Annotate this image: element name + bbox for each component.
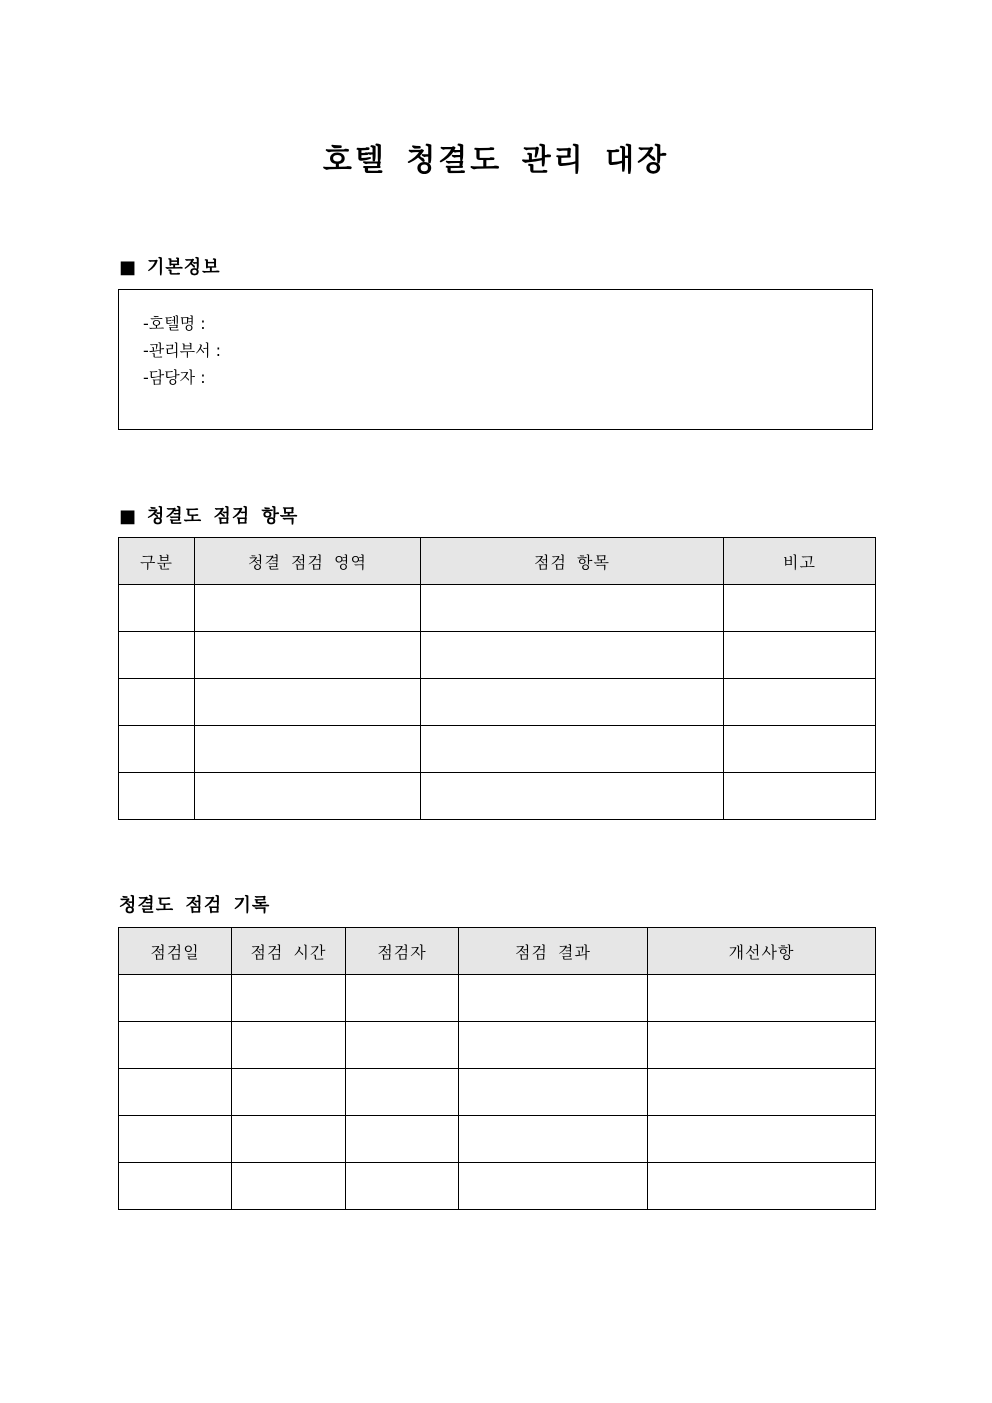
table-cell[interactable]: [195, 585, 421, 632]
column-header: 점검일: [119, 928, 232, 975]
table-cell[interactable]: [195, 632, 421, 679]
table-cell[interactable]: [459, 975, 648, 1022]
column-header: 개선사항: [648, 928, 876, 975]
table-cell[interactable]: [232, 1069, 346, 1116]
table-header-row: [119, 538, 876, 585]
table-row: [119, 975, 876, 1022]
square-bullet-icon: ■: [119, 257, 138, 278]
table-row: [119, 1069, 876, 1116]
column-header: 점검 시간: [232, 928, 346, 975]
table-cell[interactable]: [346, 1116, 459, 1163]
table-cell[interactable]: [459, 1022, 648, 1069]
column-header: 구분: [119, 538, 195, 585]
table-cell[interactable]: [119, 1163, 232, 1210]
table-cell[interactable]: [724, 679, 876, 726]
column-header: 청결 점검 영역: [195, 538, 421, 585]
inspection-items-table: [118, 537, 876, 820]
table-cell[interactable]: [232, 1116, 346, 1163]
table-row: [119, 726, 876, 773]
table-cell[interactable]: [195, 773, 421, 820]
table-row: [119, 585, 876, 632]
table-cell[interactable]: [421, 679, 724, 726]
table-row: [119, 632, 876, 679]
table-cell[interactable]: [648, 1163, 876, 1210]
inspection-items-heading-text: 청결도 점검 항목: [147, 506, 299, 527]
table-cell[interactable]: [724, 585, 876, 632]
table-cell[interactable]: [421, 585, 724, 632]
table-cell[interactable]: [346, 1069, 459, 1116]
table-cell[interactable]: [119, 679, 195, 726]
table-cell[interactable]: [421, 773, 724, 820]
department-field[interactable]: -관리부서 :: [143, 341, 222, 360]
table-cell[interactable]: [459, 1116, 648, 1163]
page-title: 호텔 청결도 관리 대장: [322, 143, 670, 178]
table-cell[interactable]: [119, 773, 195, 820]
table-cell[interactable]: [459, 1163, 648, 1210]
column-header: 비고: [724, 538, 876, 585]
table-row: [119, 1116, 876, 1163]
table-cell[interactable]: [119, 632, 195, 679]
table-cell[interactable]: [232, 1163, 346, 1210]
table-cell[interactable]: [421, 632, 724, 679]
inspection-log-table: [118, 927, 876, 1210]
table-row: [119, 773, 876, 820]
table-cell[interactable]: [119, 726, 195, 773]
table-cell[interactable]: [648, 1116, 876, 1163]
table-cell[interactable]: [346, 975, 459, 1022]
table-cell[interactable]: [346, 1022, 459, 1069]
table-cell[interactable]: [195, 726, 421, 773]
table-cell[interactable]: [119, 1069, 232, 1116]
table-cell[interactable]: [648, 1069, 876, 1116]
table-cell[interactable]: [232, 1022, 346, 1069]
inspection-log-heading-text: 청결도 점검 기록: [119, 895, 271, 916]
column-header: 점검 항목: [421, 538, 724, 585]
table-cell[interactable]: [195, 679, 421, 726]
table-cell[interactable]: [724, 726, 876, 773]
square-bullet-icon: ■: [119, 506, 138, 527]
table-cell[interactable]: [346, 1163, 459, 1210]
manager-field[interactable]: -담당자 :: [143, 368, 206, 387]
column-header: 점검자: [346, 928, 459, 975]
table-row: [119, 679, 876, 726]
table-cell[interactable]: [232, 975, 346, 1022]
inspection-log-heading: [119, 891, 270, 917]
table-cell[interactable]: [648, 1022, 876, 1069]
hotel-name-field[interactable]: -호텔명 :: [143, 314, 206, 333]
table-cell[interactable]: [421, 726, 724, 773]
table-cell[interactable]: [459, 1069, 648, 1116]
basic-info-heading: [119, 253, 221, 279]
column-header: 점검 결과: [459, 928, 648, 975]
table-cell[interactable]: [119, 1022, 232, 1069]
table-cell[interactable]: [119, 585, 195, 632]
table-cell[interactable]: [119, 1116, 232, 1163]
table-cell[interactable]: [724, 773, 876, 820]
table-row: [119, 1022, 876, 1069]
inspection-items-heading: [119, 502, 298, 528]
basic-info-box: [118, 289, 873, 430]
table-cell[interactable]: [724, 632, 876, 679]
table-header-row: [119, 928, 876, 975]
table-cell[interactable]: [648, 975, 876, 1022]
table-cell[interactable]: [119, 975, 232, 1022]
basic-info-heading-text: 기본정보: [147, 257, 221, 278]
table-row: [119, 1163, 876, 1210]
